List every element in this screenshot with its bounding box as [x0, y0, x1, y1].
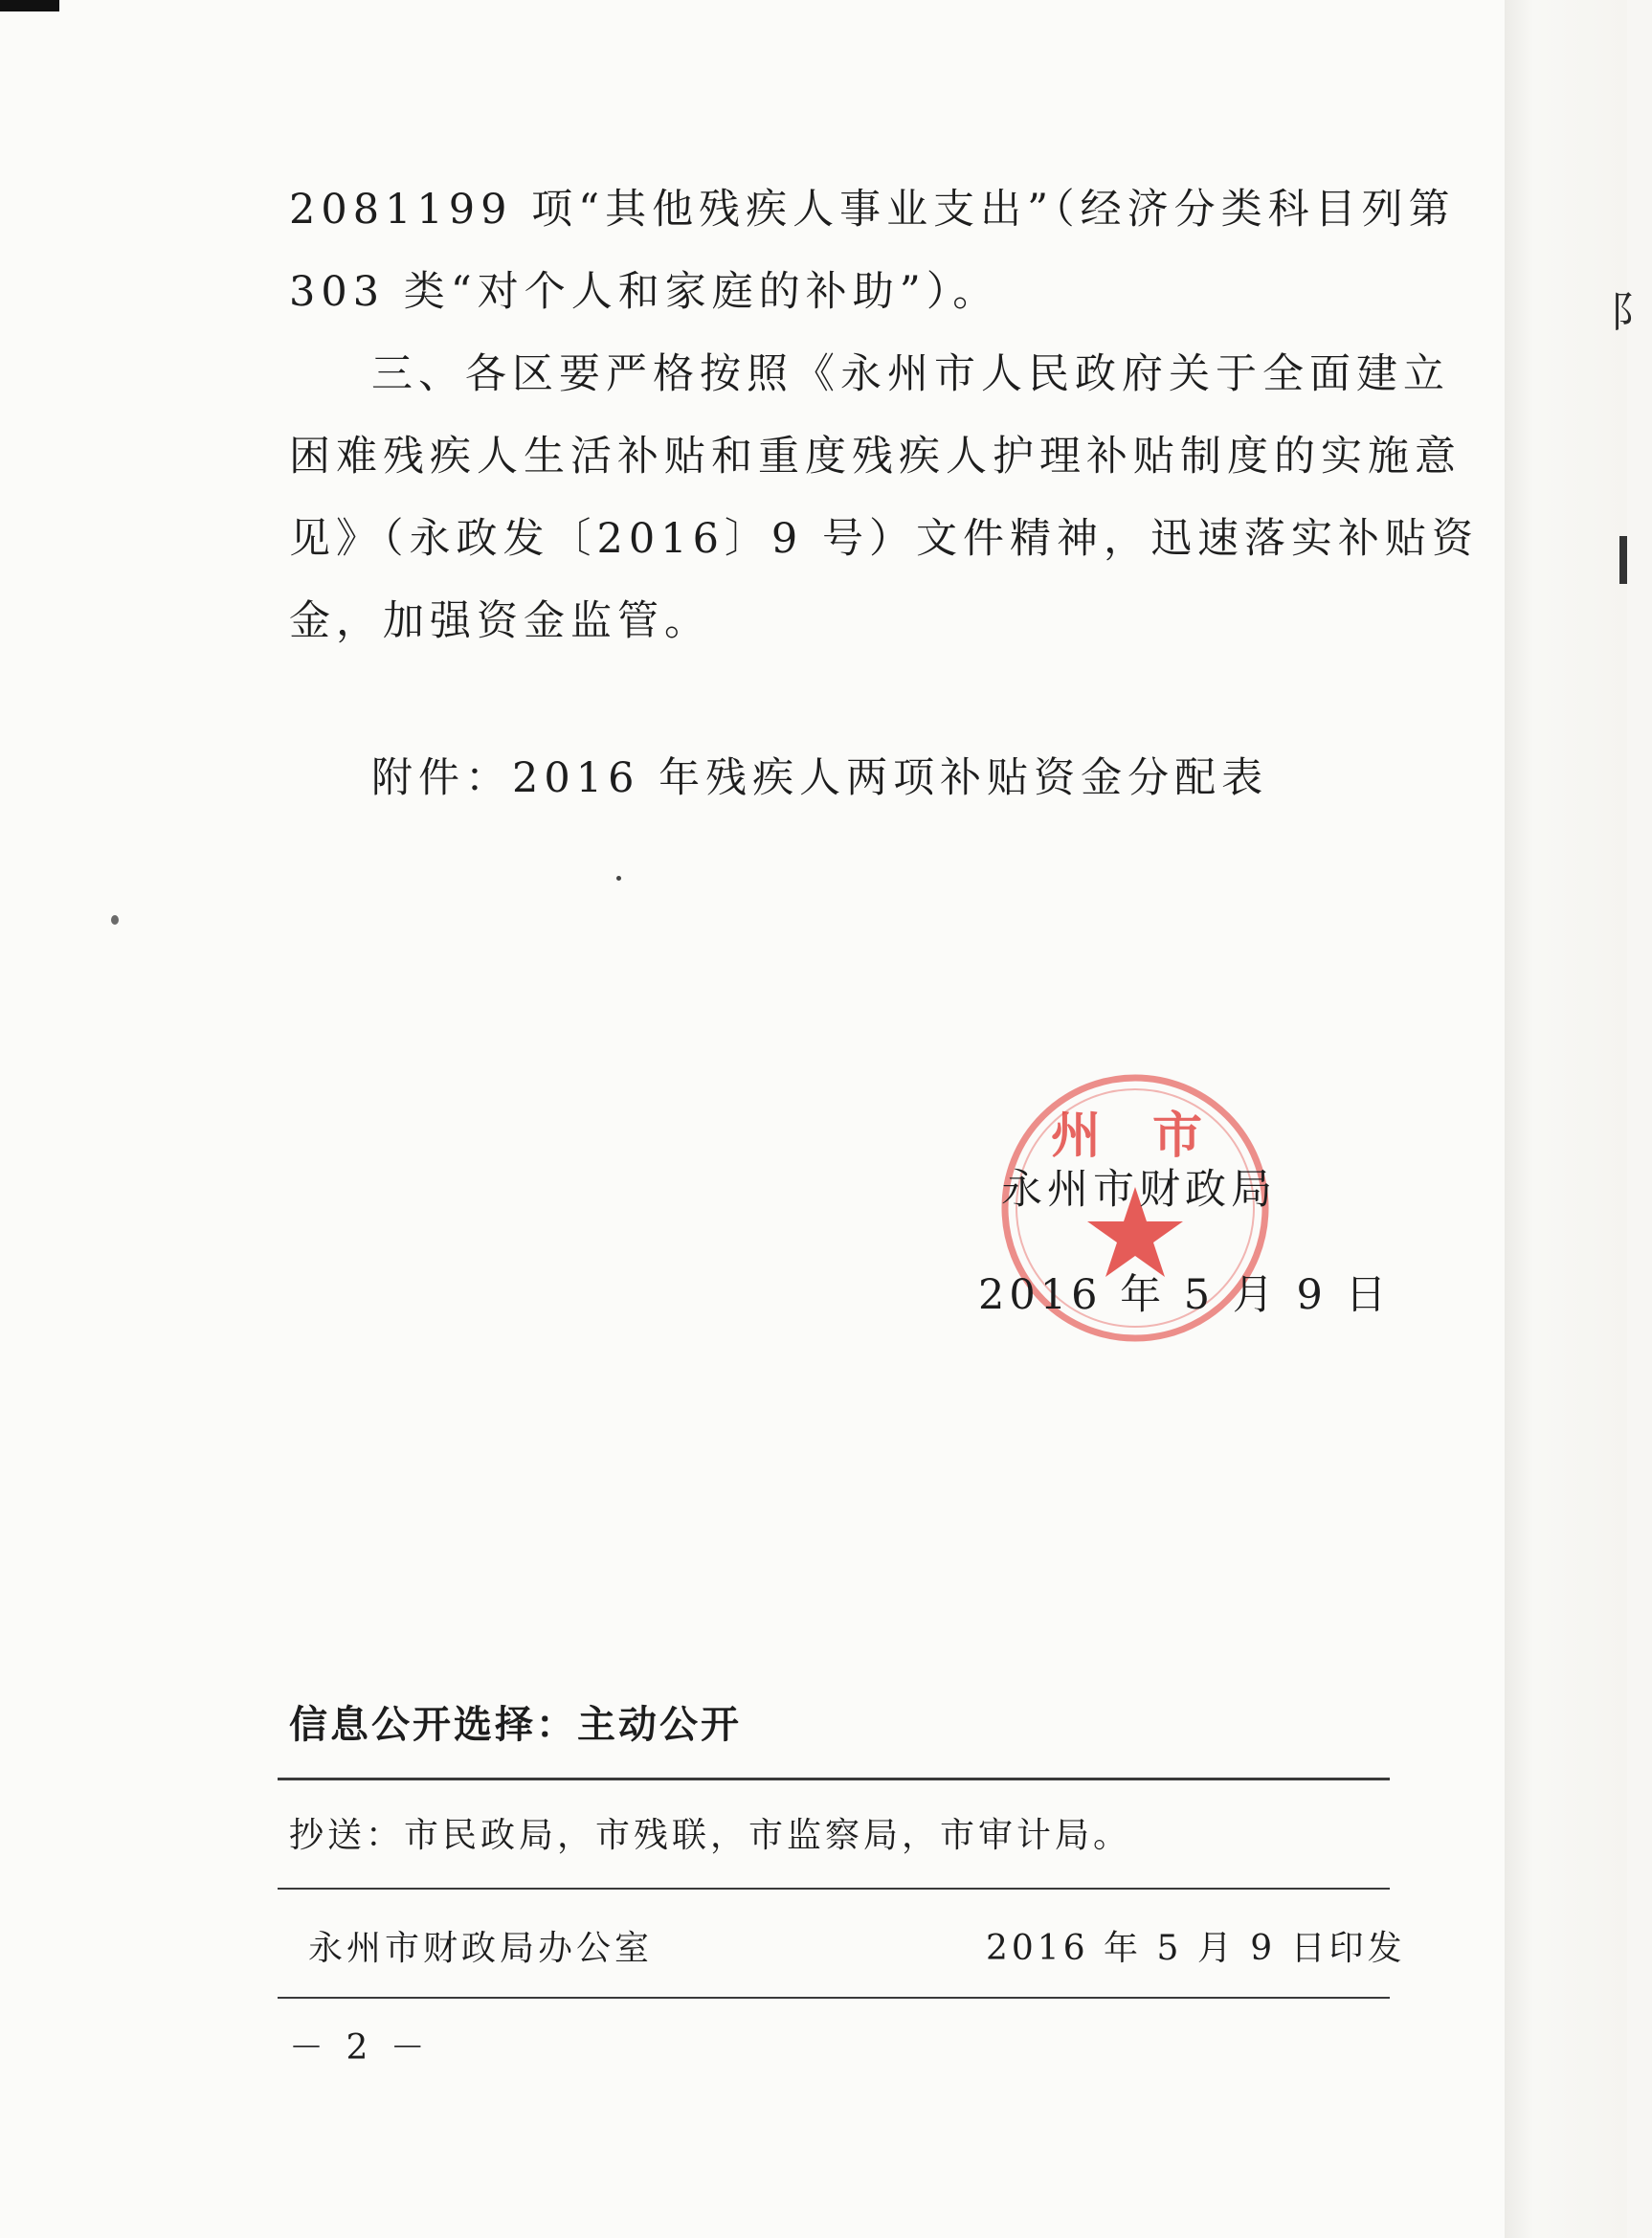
scan-corner-mark	[0, 0, 59, 11]
scan-speck	[111, 915, 119, 925]
attachment-line: 附件：2016 年残疾人两项补贴资金分配表	[371, 754, 1269, 802]
body-line-6: 金，加强资金监管。	[289, 597, 711, 645]
issuer-name: 永州市财政局	[1001, 1166, 1277, 1214]
body-line-2: 303 类“对个人和家庭的补助”）。	[289, 268, 1000, 316]
adjacent-page-edge	[1505, 0, 1627, 2238]
adjacent-page-mark	[1619, 536, 1627, 584]
cc-line: 抄送：市民政局，市残联，市监察局，市审计局。	[289, 1816, 1132, 1855]
footer-rule-middle	[278, 1888, 1390, 1890]
body-line-5: 见》（永政发〔2016〕9 号）文件精神，迅速落实补贴资	[289, 515, 1479, 563]
print-date: 2016 年 5 月 9 日印发	[986, 1929, 1406, 1968]
issue-date: 2016 年 5 月 9 日	[978, 1271, 1392, 1319]
footer-rule-top	[278, 1778, 1390, 1780]
body-line-4: 困难残疾人生活补贴和重度残疾人护理补贴制度的实施意	[289, 433, 1462, 481]
body-line-3: 三、各区要严格按照《永州市人民政府关于全面建立	[371, 350, 1450, 398]
issuing-office: 永州市财政局办公室	[308, 1929, 654, 1968]
page-number: － 2 －	[289, 2028, 431, 2068]
scan-dot	[616, 876, 621, 881]
footer-rule-bottom	[278, 1997, 1390, 1999]
seal-text: 州 市	[1050, 1108, 1220, 1165]
disclosure-option: 信息公开选择：主动公开	[289, 1703, 742, 1747]
adjacent-page-glyph: 阝	[1610, 288, 1652, 337]
body-line-1: 2081199 项“其他残疾人事业支出”（经济分类科目列第	[289, 186, 1456, 234]
